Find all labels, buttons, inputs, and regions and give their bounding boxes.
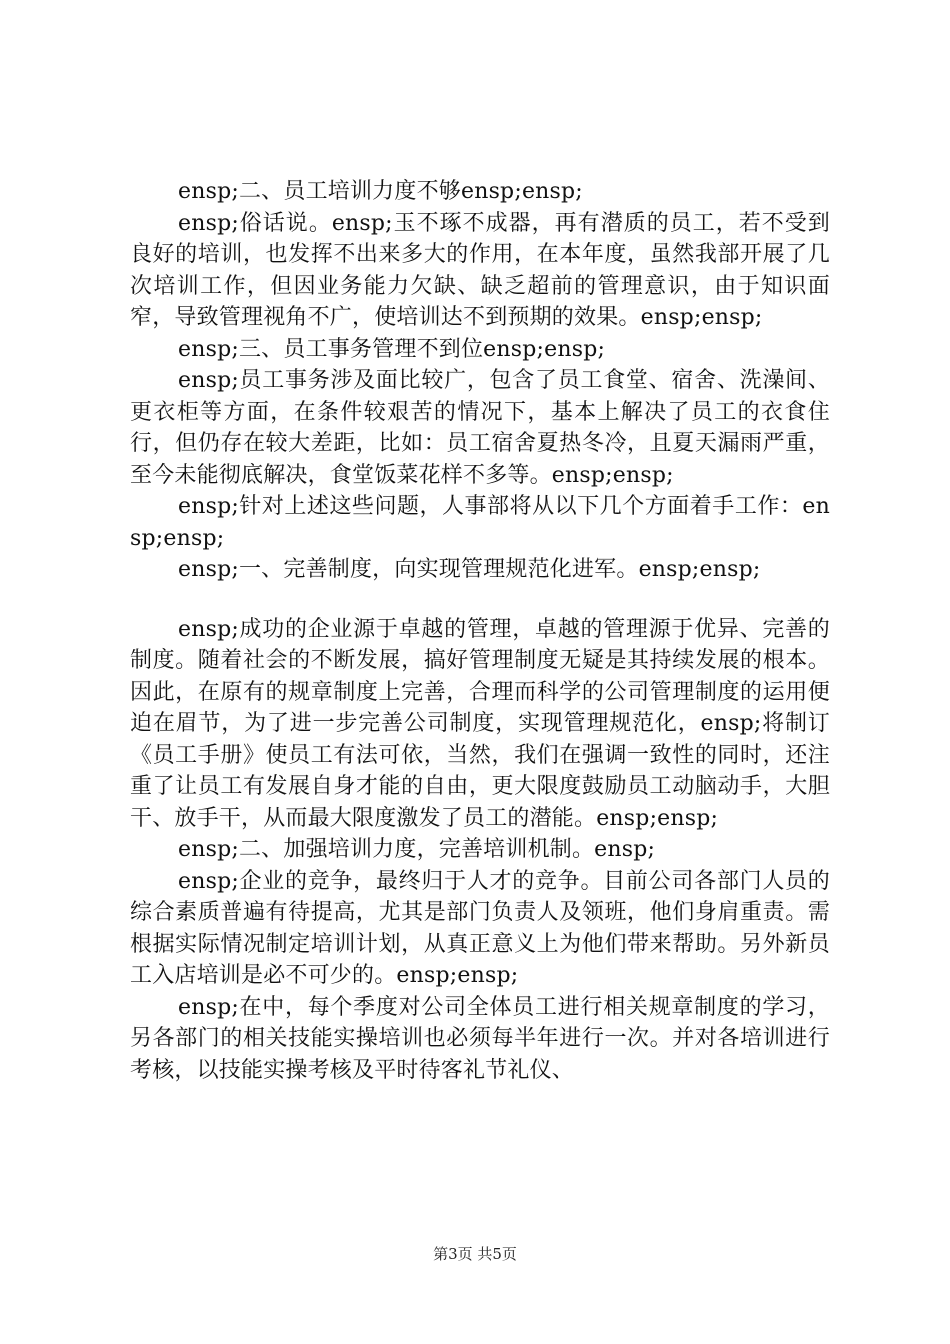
paragraph-affairs-detail: ensp;员工事务涉及面比较广，包含了员工食堂、宿舍、洗澡间、更衣柜等方面，在条件较艰苦的情况下，基本上解决了员工的衣食住行，但仍存在较大差距，比如：员工宿舍夏热冬冷，且夏天漏雨严重，至今未能彻底解决，食堂饭菜花样不多等。ensp;ensp; (130, 368, 830, 488)
document-body (130, 176, 830, 1086)
paragraph-training-detail: ensp;俗话说。ensp;玉不琢不成器，再有潜质的员工，若不受到良好的培训，也发挥不出来多大的作用，在本年度，虽然我部开展了几次培训工作，但因业务能力欠缺、缺乏超前的管理意识，由于知识面窄，导致管理视角不广，使培训达不到预期的效果。ensp;ensp; (130, 210, 830, 330)
paragraph-heading-2-strengthen-training: ensp;二、加强培训力度，完善培训机制。ensp; (178, 837, 656, 862)
paragraph-competition-detail: ensp;企业的竞争，最终归于人才的竞争。目前公司各部门人员的综合素质普遍有待提高，尤其是部门负责人及领班，他们身肩重责。需根据实际情况制定培训计划，从真正意义上为他们带来帮助。另外新员工入店培训是必不可少的。ensp;ensp; (130, 868, 830, 988)
paragraph-heading-3-affairs: ensp;三、员工事务管理不到位ensp;ensp; (178, 336, 606, 362)
paragraph-quarterly-training: ensp;在中，每个季度对公司全体员工进行相关规章制度的学习，另各部门的相关技能实操培训也必须每半年进行一次。并对各培训进行考核，以技能实操考核及平时待客礼节礼仪、 (130, 994, 830, 1083)
page-number-footer: 第3页 共5页 (433, 1245, 517, 1263)
paragraph-plan-intro: ensp;针对上述这些问题，人事部将从以下几个方面着手工作：ensp;ensp; (130, 494, 830, 551)
paragraph-heading-2-training: ensp;二、员工培训力度不够ensp;ensp; (178, 179, 583, 204)
paragraph-heading-1-system: ensp;一、完善制度，向实现管理规范化进军。ensp;ensp; (178, 557, 761, 582)
paragraph-system-detail: ensp;成功的企业源于卓越的管理，卓越的管理源于优异、完善的制度。随着社会的不断发展，搞好管理制度无疑是其持续发展的根本。因此，在原有的规章制度上完善，合理而科学的公司管理制度的运用便迫在眉节，为了进一步完善公司制度，实现管理规范化，ensp;将制订《员工手册》使员工有法可依，当然，我们在强调一致性的同时，还注重了让员工有发展自身才能的自由，更大限度鼓励员工动脑动手，大胆干、放手干，从而最大限度激发了员工的潜能。ensp;ensp; (130, 616, 830, 831)
